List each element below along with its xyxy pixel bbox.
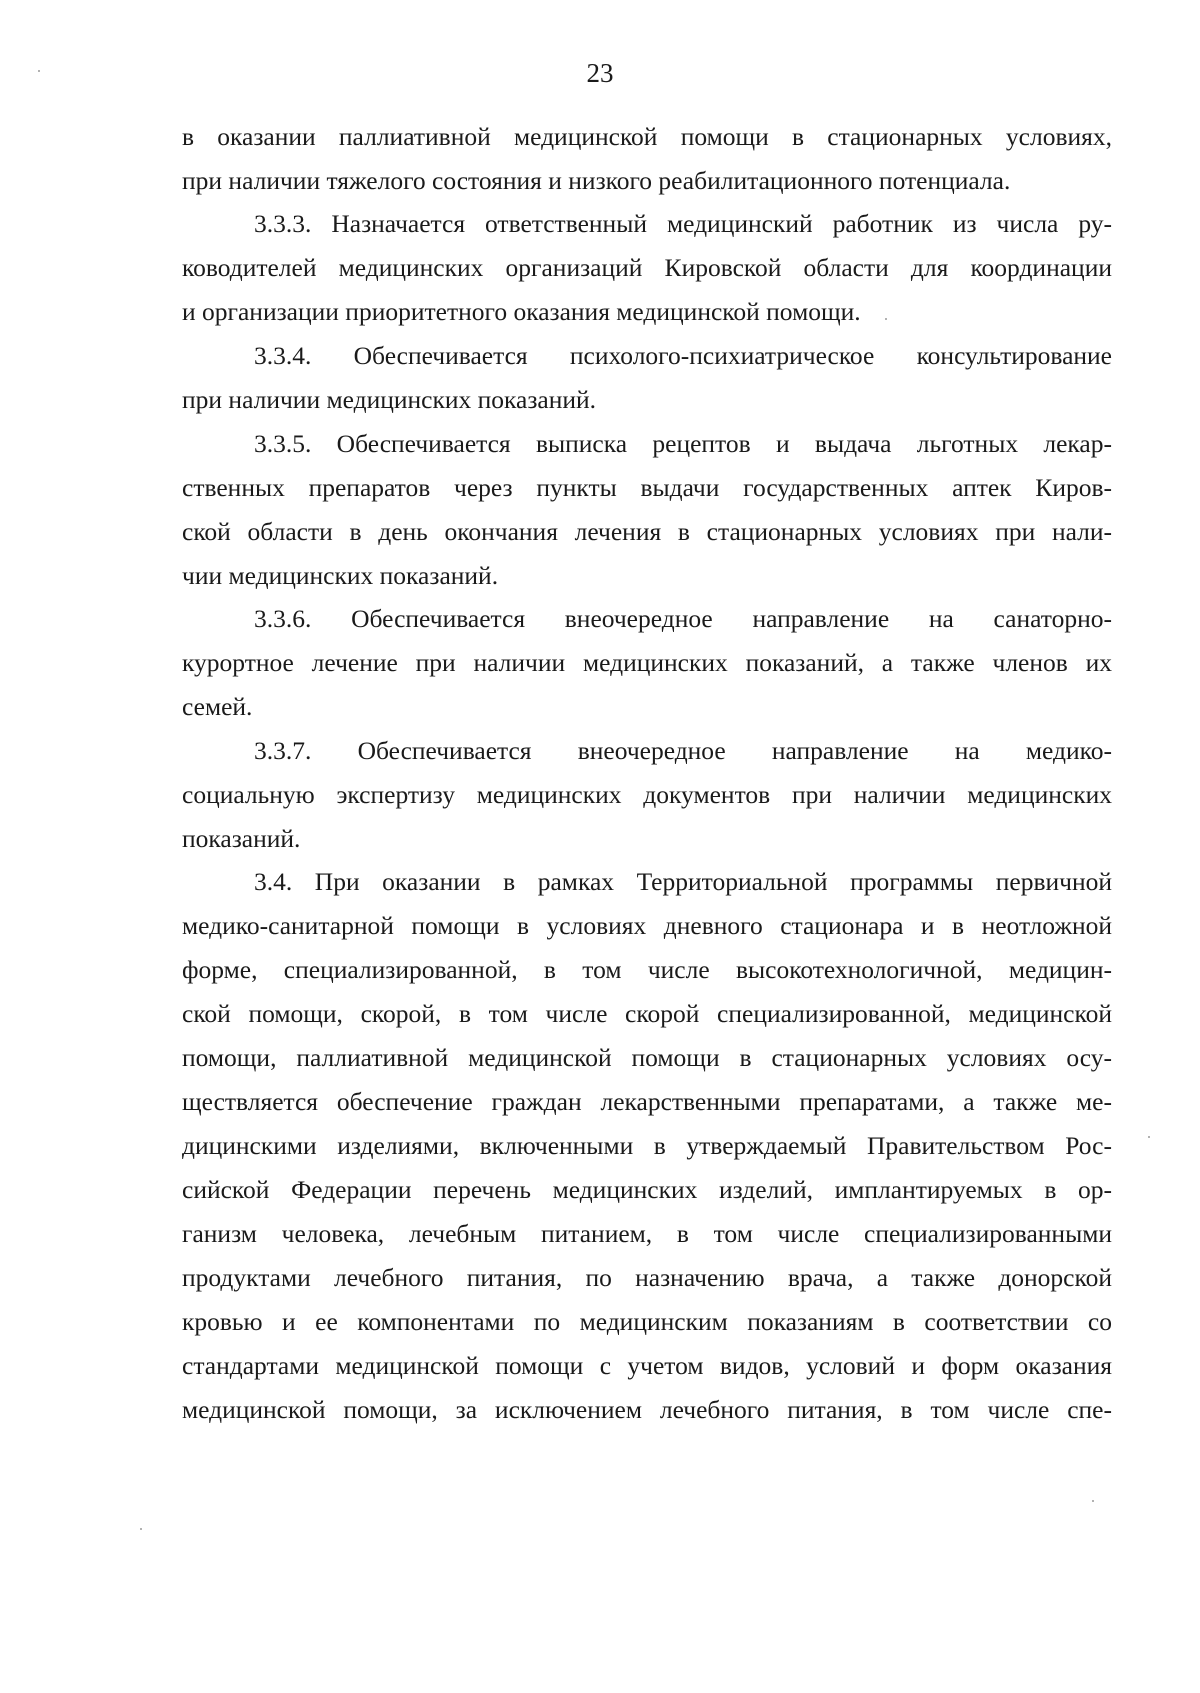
scan-speck: [1148, 1136, 1150, 1138]
text-line: кровью и ее компонентами по медицинским показаниям в соответствии со: [182, 1307, 1112, 1336]
text-line: ганизм человека, лечебным питанием, в том числе специализированными: [182, 1219, 1112, 1248]
text-line: ководителей медицинских организаций Кировской области для координации: [182, 253, 1112, 282]
text-line: 3.3.7. Обеспечивается внеочередное направление на медико-: [254, 736, 1112, 765]
text-line: ственных препаратов через пункты выдачи государственных аптек Киров-: [182, 473, 1112, 502]
scan-speck: [1092, 1500, 1094, 1502]
text-line: показаний.: [182, 824, 301, 853]
text-line: медицинской помощи, за исключением лечебного питания, в том числе спе-: [182, 1395, 1112, 1424]
paragraph-3-3-5: [182, 422, 1112, 598]
text-line: ской помощи, скорой, в том числе скорой специализированной, медицинской: [182, 999, 1112, 1028]
paragraph-3-4: [182, 860, 1112, 1432]
paragraph-3-3-3: [182, 202, 1112, 334]
text-line: медико-санитарной помощи в условиях дневного стационара и в неотложной: [182, 911, 1112, 940]
text-line: социальную экспертизу медицинских документов при наличии медицинских: [182, 780, 1112, 809]
paragraph-3-3-4: [182, 334, 1112, 422]
text-line: 3.3.6. Обеспечивается внеочередное направление на санаторно-: [254, 604, 1112, 633]
text-line: стандартами медицинской помощи с учетом видов, условий и форм оказания: [182, 1351, 1112, 1380]
text-line: 3.3.3. Назначается ответственный медицинский работник из числа ру-: [254, 209, 1112, 238]
scan-speck: [38, 70, 40, 72]
text-line: чии медицинских показаний.: [182, 561, 499, 590]
text-line: в оказании паллиативной медицинской помощи в стационарных условиях,: [182, 122, 1112, 151]
text-line: 3.4. При оказании в рамках Территориальной программы первичной: [254, 867, 1112, 896]
text-line: и организации приоритетного оказания медицинской помощи.: [182, 297, 861, 326]
scan-speck: [140, 1528, 142, 1530]
text-line: ществляется обеспечение граждан лекарственными препаратами, а также ме-: [182, 1087, 1112, 1116]
text-line: 3.3.4. Обеспечивается психолого-психиатрическое консультирование: [254, 341, 1112, 370]
page-number: 23: [586, 58, 614, 88]
text-line: семей.: [182, 692, 253, 721]
paragraph-continuation: [182, 115, 1112, 203]
text-line: курортное лечение при наличии медицинских показаний, а также членов их: [182, 648, 1112, 677]
paragraph-3-3-7: [182, 729, 1112, 861]
paragraph-3-3-6: [182, 597, 1112, 729]
text-line: сийской Федерации перечень медицинских изделий, имплантируемых в ор-: [182, 1175, 1112, 1204]
text-line: форме, специализированной, в том числе высокотехнологичной, медицин-: [182, 955, 1112, 984]
text-line: при наличии тяжелого состояния и низкого реабилитационного потенциала.: [182, 166, 1011, 195]
text-line: продуктами лечебного питания, по назначению врача, а также донорской: [182, 1263, 1112, 1292]
text-line: при наличии медицинских показаний.: [182, 385, 597, 414]
text-line: ской области в день окончания лечения в стационарных условиях при нали-: [182, 517, 1112, 546]
text-line: 3.3.5. Обеспечивается выписка рецептов и выдача льготных лекар-: [254, 429, 1112, 458]
text-line: дицинскими изделиями, включенными в утверждаемый Правительством Рос-: [182, 1131, 1112, 1160]
text-line: помощи, паллиативной медицинской помощи в стационарных условиях осу-: [182, 1043, 1112, 1072]
scan-speck: [885, 318, 887, 320]
